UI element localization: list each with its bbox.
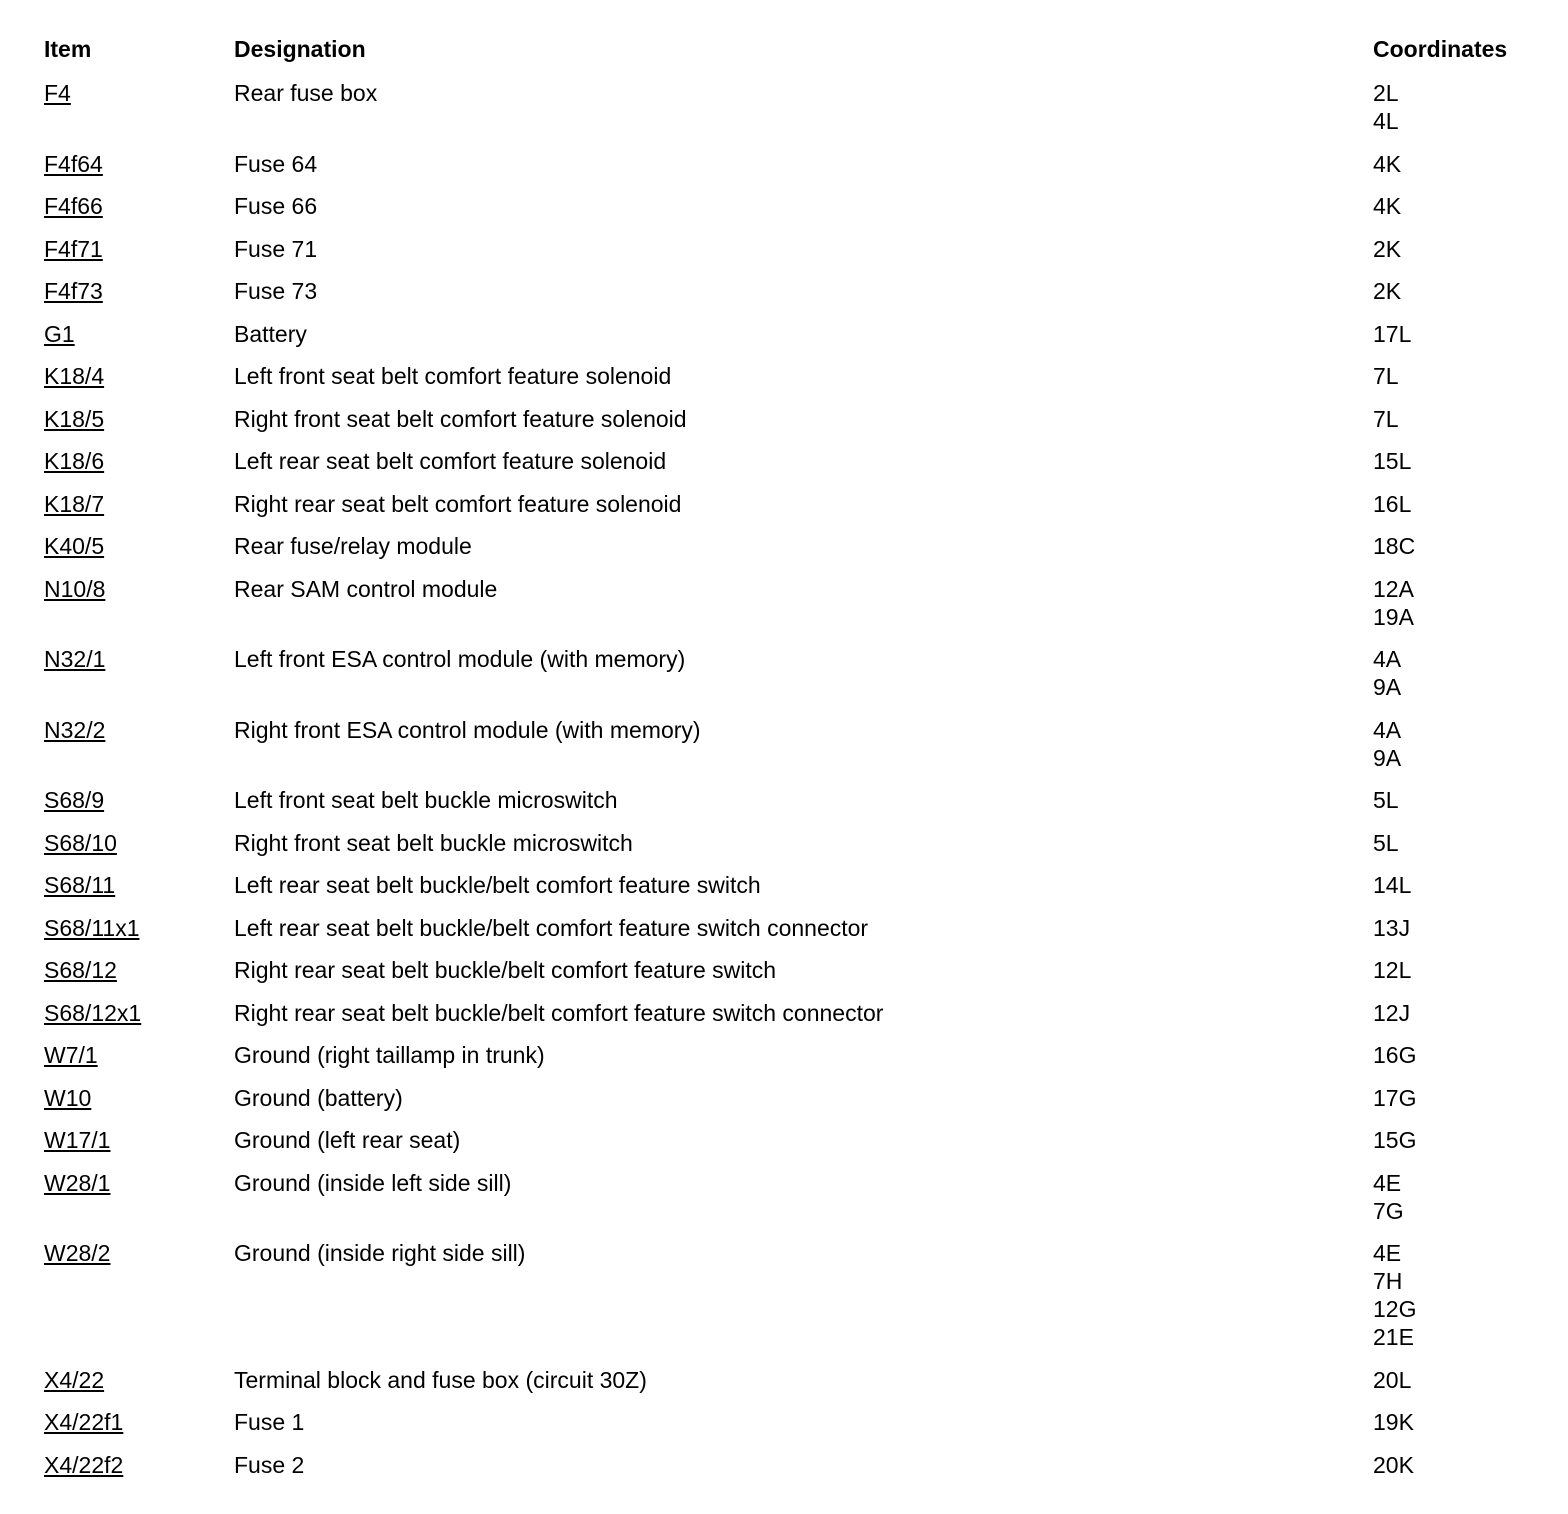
table-row (0, 405, 1568, 448)
designation-text: Left front seat belt buckle microswitch (234, 787, 618, 813)
coordinates-cell (1373, 405, 1399, 433)
table-row (0, 532, 1568, 575)
designation-text: Right front seat belt buckle microswitch (234, 829, 633, 856)
table-row (0, 320, 1568, 363)
coordinate-value: 19A (1373, 603, 1414, 630)
designation-text: Left rear seat belt comfort feature solenoid (234, 448, 667, 474)
coordinate-value: 15L (1373, 448, 1412, 474)
coordinate-value: 2L (1373, 80, 1399, 106)
coordinate-value: 4K (1373, 193, 1402, 219)
designation-text: Left rear seat belt buckle/belt comfort feature switch connector (234, 914, 869, 941)
coordinate-value: 7L (1373, 405, 1399, 432)
table-row (0, 829, 1568, 872)
coordinate-value: 4A (1373, 646, 1402, 672)
item-link[interactable]: F4f73 (44, 278, 103, 304)
component-table (0, 79, 1568, 1493)
coordinate-value: 5L (1373, 829, 1399, 856)
item-link[interactable]: F4f71 (44, 235, 103, 262)
table-row (0, 1084, 1568, 1127)
item-link[interactable]: X4/22f1 (44, 1409, 124, 1435)
table-row (0, 786, 1568, 829)
item-link[interactable]: K18/5 (44, 405, 105, 432)
table-row (0, 575, 1568, 646)
designation-text: Ground (battery) (234, 1084, 403, 1111)
item-link[interactable]: K18/4 (44, 363, 105, 389)
item-link[interactable]: S68/10 (44, 829, 117, 856)
designation-text: Fuse 73 (234, 278, 318, 304)
designation-text: Ground (inside left side sill) (234, 1169, 512, 1196)
coordinate-value: 9A (1373, 674, 1402, 700)
item-link[interactable]: W7/1 (44, 1042, 98, 1068)
coordinates-cell (1373, 956, 1411, 984)
item-link[interactable]: W17/1 (44, 1127, 111, 1153)
table-row (0, 447, 1568, 490)
coordinates-cell (1373, 320, 1411, 348)
designation-text: Ground (inside right side sill) (234, 1240, 526, 1266)
designation-text: Right front ESA control module (with memory) (234, 716, 701, 743)
coordinates-cell (1373, 532, 1415, 560)
designation-text: Rear fuse box (234, 80, 378, 106)
coordinate-value: 15G (1373, 1127, 1417, 1153)
coordinate-value: 14L (1373, 872, 1412, 898)
coordinate-value: 17G (1373, 1084, 1417, 1111)
coordinate-value: 13J (1373, 914, 1411, 941)
item-link[interactable]: N10/8 (44, 575, 106, 602)
table-row (0, 1041, 1568, 1084)
coordinates-cell (1373, 1169, 1404, 1225)
designation-text: Rear fuse/relay module (234, 533, 472, 559)
table-row (0, 956, 1568, 999)
designation-text: Rear SAM control module (234, 575, 498, 602)
item-link[interactable]: S68/12x1 (44, 999, 142, 1026)
coordinate-value: 12A (1373, 575, 1414, 602)
coordinates-cell (1373, 914, 1410, 942)
designation-text: Left rear seat belt buckle/belt comfort feature switch (234, 872, 761, 898)
item-link[interactable]: S68/11 (44, 872, 116, 898)
table-row (0, 277, 1568, 320)
designation-text: Ground (right taillamp in trunk) (234, 1042, 545, 1068)
designation-text: Fuse 1 (234, 1409, 305, 1435)
coordinate-value: 16L (1373, 490, 1412, 517)
designation-text: Terminal block and fuse box (circuit 30Z) (234, 1366, 647, 1393)
table-row (0, 362, 1568, 405)
coordinates-cell (1373, 575, 1414, 631)
coordinates-cell (1373, 79, 1399, 135)
table-row (0, 871, 1568, 914)
coordinates-cell (1373, 999, 1410, 1027)
coordinates-cell (1373, 490, 1411, 518)
item-link[interactable]: S68/11x1 (44, 914, 140, 941)
table-row (0, 1169, 1568, 1240)
coordinates-cell (1373, 447, 1411, 475)
coordinates-cell (1373, 192, 1401, 220)
designation-text: Left front seat belt comfort feature solenoid (234, 363, 672, 389)
coordinates-cell (1373, 1041, 1416, 1069)
coordinates-cell (1373, 786, 1399, 814)
coordinate-value: 5L (1373, 787, 1399, 813)
item-link[interactable]: F4f64 (44, 150, 103, 177)
coordinates-cell (1373, 277, 1401, 305)
designation-text: Ground (left rear seat) (234, 1127, 461, 1153)
table-row (0, 150, 1568, 193)
coordinates-cell (1373, 1239, 1416, 1351)
item-link[interactable]: N32/2 (44, 716, 106, 743)
coordinate-value: 4A (1373, 716, 1402, 743)
coordinates-cell (1373, 645, 1401, 701)
table-row (0, 79, 1568, 150)
coordinate-value: 4E (1373, 1169, 1402, 1196)
coordinate-value: 7G (1373, 1197, 1404, 1224)
header-item: Item (44, 36, 92, 62)
designation-text: Fuse 71 (234, 235, 318, 262)
item-link[interactable]: X4/22 (44, 1366, 105, 1393)
coordinates-cell (1373, 235, 1401, 263)
table-row (0, 1126, 1568, 1169)
coordinate-value: 7L (1373, 363, 1399, 389)
coordinate-value: 21E (1373, 1324, 1414, 1350)
item-link[interactable]: S68/9 (44, 787, 105, 813)
table-row (0, 1366, 1568, 1409)
designation-text: Battery (234, 320, 307, 347)
designation-text: Left front ESA control module (with memory) (234, 646, 686, 672)
table-row (0, 645, 1568, 716)
coordinates-cell (1373, 1126, 1416, 1154)
coordinate-value: 4E (1373, 1240, 1402, 1266)
designation-text: Right front seat belt comfort feature solenoid (234, 405, 687, 432)
item-link[interactable]: X4/22f2 (44, 1451, 124, 1478)
table-row (0, 914, 1568, 957)
coordinate-value: 7H (1373, 1268, 1403, 1294)
designation-text: Right rear seat belt buckle/belt comfort feature switch (234, 957, 777, 983)
coordinates-cell (1373, 1084, 1416, 1112)
table-row (0, 235, 1568, 278)
table-row (0, 1239, 1568, 1366)
coordinate-value: 17L (1373, 320, 1412, 347)
coordinate-value: 20L (1373, 1366, 1412, 1393)
item-link[interactable]: K18/6 (44, 448, 105, 474)
header-designation: Designation (234, 36, 366, 62)
table-row (0, 1451, 1568, 1494)
designation-text: Right rear seat belt comfort feature solenoid (234, 490, 682, 517)
coordinate-value: 20K (1373, 1451, 1414, 1478)
coordinates-cell (1373, 1408, 1414, 1436)
item-link[interactable]: W28/1 (44, 1169, 111, 1196)
table-header (0, 36, 1568, 66)
item-link[interactable]: F4 (44, 80, 71, 106)
coordinate-value: 18C (1373, 533, 1416, 559)
item-link[interactable]: W28/2 (44, 1240, 111, 1266)
coordinates-cell (1373, 1366, 1411, 1394)
table-row (0, 716, 1568, 787)
header-coordinates: Coordinates (1373, 36, 1508, 62)
item-link[interactable]: S68/12 (44, 957, 117, 983)
coordinate-value: 2K (1373, 235, 1402, 262)
coordinate-value: 2K (1373, 278, 1402, 304)
table-row (0, 1408, 1568, 1451)
designation-text: Fuse 66 (234, 193, 318, 219)
coordinates-cell (1373, 362, 1399, 390)
designation-text: Right rear seat belt buckle/belt comfort feature switch connector (234, 999, 884, 1026)
coordinate-value: 16G (1373, 1042, 1417, 1068)
coordinates-cell (1373, 150, 1401, 178)
coordinates-cell (1373, 871, 1411, 899)
coordinate-value: 12L (1373, 957, 1412, 983)
item-link[interactable]: W10 (44, 1084, 92, 1111)
item-link[interactable]: N32/1 (44, 646, 106, 672)
designation-text: Fuse 2 (234, 1451, 305, 1478)
item-link[interactable]: K40/5 (44, 533, 105, 559)
coordinates-cell (1373, 1451, 1414, 1479)
table-row (0, 999, 1568, 1042)
item-link[interactable]: G1 (44, 320, 75, 347)
designation-text: Fuse 64 (234, 150, 318, 177)
coordinates-cell (1373, 829, 1399, 857)
coordinate-value: 9A (1373, 744, 1402, 771)
table-row (0, 490, 1568, 533)
coordinate-value: 4L (1373, 108, 1399, 134)
coordinate-value: 4K (1373, 150, 1402, 177)
coordinates-cell (1373, 716, 1401, 772)
coordinate-value: 12J (1373, 999, 1411, 1026)
coordinate-value: 19K (1373, 1409, 1414, 1435)
item-link[interactable]: K18/7 (44, 490, 105, 517)
coordinate-value: 12G (1373, 1296, 1417, 1322)
item-link[interactable]: F4f66 (44, 193, 103, 219)
table-row (0, 192, 1568, 235)
